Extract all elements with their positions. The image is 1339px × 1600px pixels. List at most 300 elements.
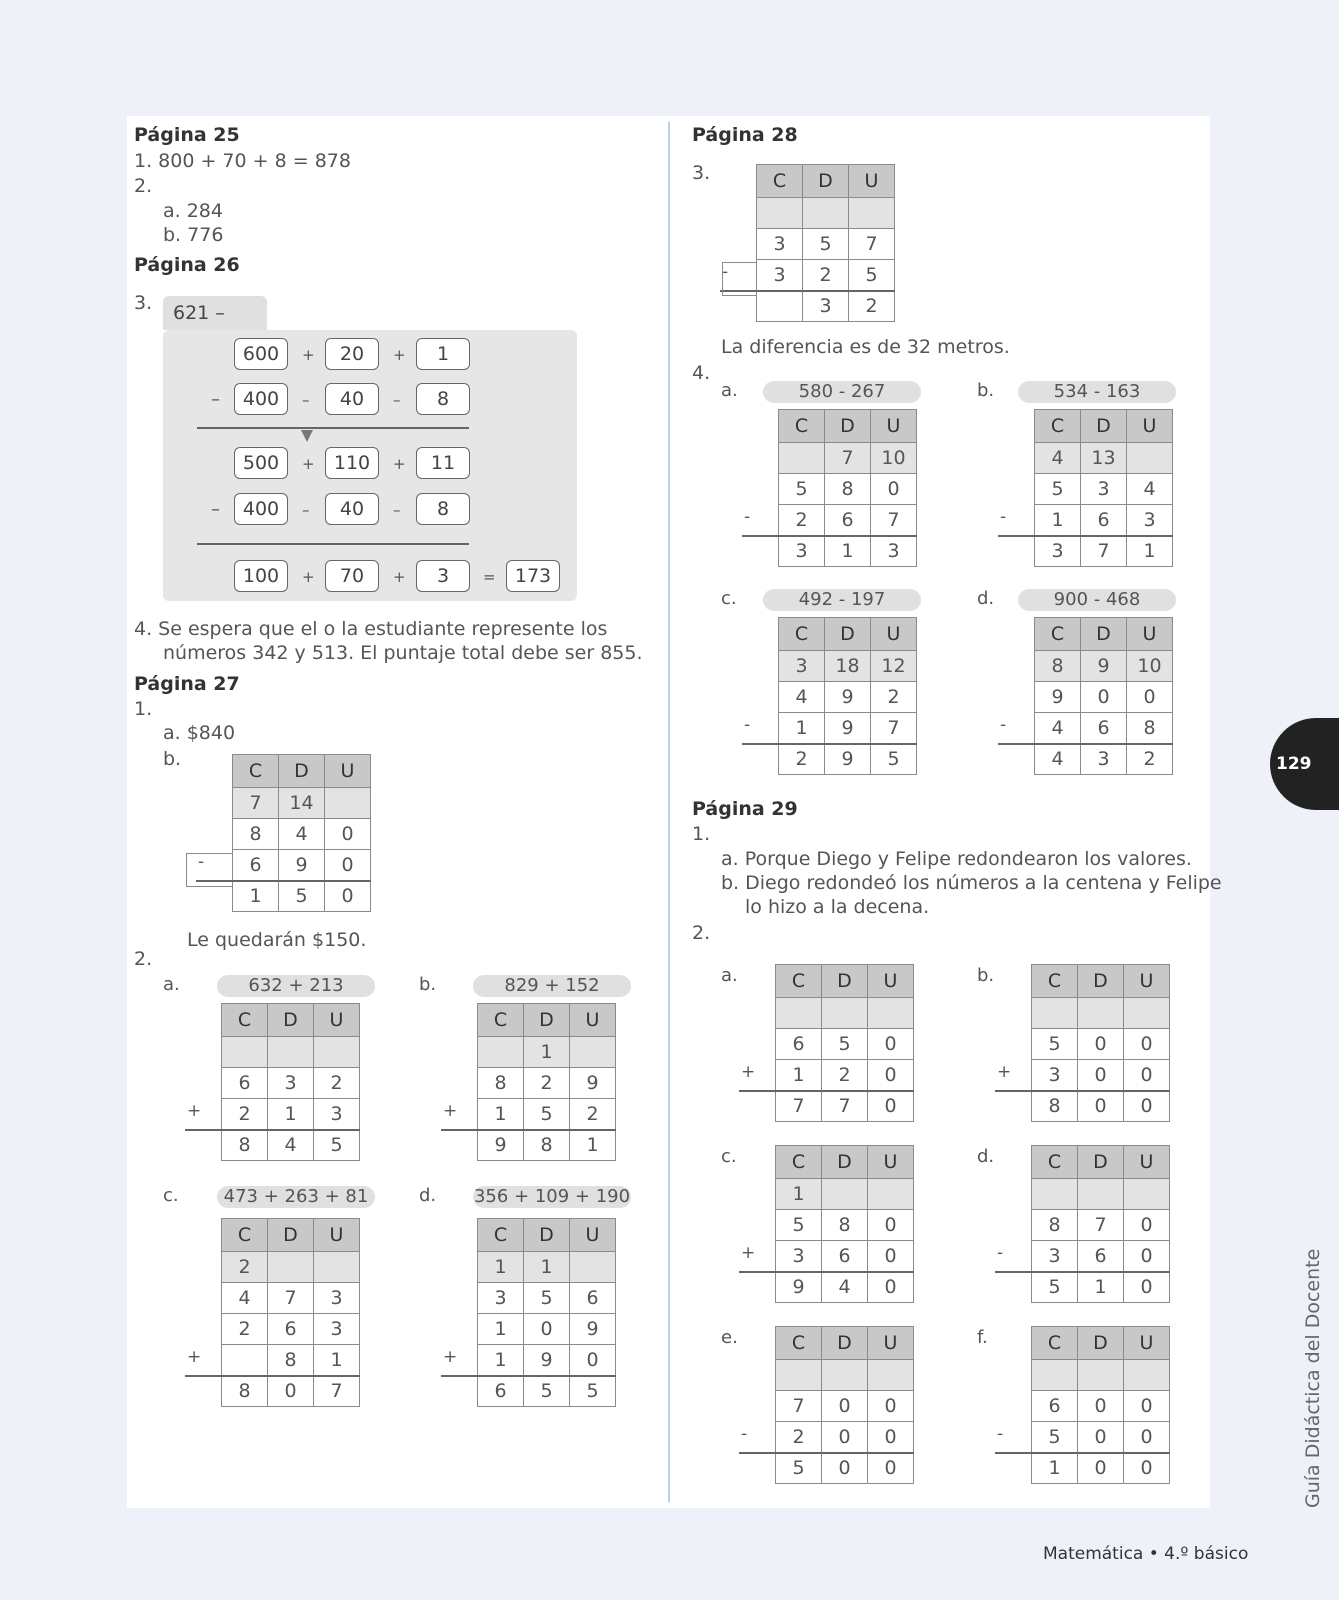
cdu-table [477, 1218, 616, 1407]
cdu-cell: 7 [871, 505, 917, 536]
cdu-cell: 7 [871, 713, 917, 744]
operation-label: 829 + 152 [473, 975, 631, 997]
subtraction-line [197, 427, 469, 429]
cdu-cell: 9 [825, 744, 871, 775]
cdu-cell: 5 [779, 474, 825, 505]
cdu-cell: 3 [314, 1314, 360, 1345]
item-label: c. [721, 588, 737, 609]
p29-answer-1b-line1: b. Diego redondeó los números a la centena y Felipe [721, 872, 1222, 894]
cdu-cell: 0 [868, 1391, 914, 1422]
minus-sign: – [211, 499, 220, 520]
cdu-cell [268, 1252, 314, 1283]
cdu-header-row [1032, 965, 1170, 998]
cdu-digit-row [1035, 713, 1173, 744]
cdu-digit-row [478, 1130, 616, 1161]
cdu-cell: 2 [779, 505, 825, 536]
minus-sign: - [722, 262, 729, 282]
cdu-digit-row [222, 1345, 360, 1376]
cdu-digit-row [478, 1068, 616, 1099]
cdu-header-row [233, 755, 371, 788]
cdu-cell: 6 [776, 1029, 822, 1060]
number-box: 100 [234, 560, 288, 592]
cdu-cell: 14 [279, 788, 325, 819]
cdu-cell: 18 [825, 651, 871, 682]
operation-label: 900 - 468 [1018, 589, 1176, 611]
minus-sign: - [997, 1424, 1004, 1444]
cdu-cell: 13 [1081, 443, 1127, 474]
cdu-cell: D [1081, 410, 1127, 443]
cdu-header-row [478, 1219, 616, 1252]
cdu-cell: U [868, 965, 914, 998]
cdu-header-row [1032, 1146, 1170, 1179]
cdu-carry-row [478, 1037, 616, 1068]
cdu-cell [757, 198, 803, 229]
heading-pagina-26: Página 26 [134, 254, 240, 276]
cdu-cell: D [822, 1327, 868, 1360]
cdu-cell: 0 [1124, 1241, 1170, 1272]
cdu-cell: 4 [268, 1130, 314, 1161]
cdu-cell: D [1078, 1327, 1124, 1360]
sum-line [739, 1452, 914, 1454]
operator-sign: – [302, 501, 310, 519]
plus-sign: + [741, 1243, 756, 1263]
cdu-cell [478, 1037, 524, 1068]
cdu-table [221, 1218, 360, 1407]
minus-sign: - [744, 507, 751, 527]
operator-sign: – [393, 391, 401, 409]
item-label: b. [977, 965, 995, 986]
cdu-cell: 9 [776, 1272, 822, 1303]
cdu-cell: 5 [1032, 1272, 1078, 1303]
cdu-digit-row [776, 1272, 914, 1303]
cdu-cell: 1 [776, 1179, 822, 1210]
cdu-cell: 2 [803, 260, 849, 291]
item-label: f. [977, 1327, 988, 1348]
p27-answer-1b-note: Le quedarán $150. [187, 929, 367, 951]
cdu-cell: 1 [524, 1037, 570, 1068]
cdu-cell [868, 998, 914, 1029]
cdu-header-row [478, 1004, 616, 1037]
cdu-cell: 0 [822, 1422, 868, 1453]
cdu-cell: 9 [279, 850, 325, 881]
cdu-cell: 6 [825, 505, 871, 536]
cdu-digit-row [233, 819, 371, 850]
cdu-digit-row [1032, 1391, 1170, 1422]
operator-sign: + [393, 568, 406, 586]
cdu-cell: 3 [871, 536, 917, 567]
operator-sign: + [393, 346, 406, 364]
cdu-cell: U [1127, 410, 1173, 443]
cdu-digit-row [779, 744, 917, 775]
cdu-cell: D [1081, 618, 1127, 651]
heading-pagina-25: Página 25 [134, 124, 240, 146]
cdu-table [778, 409, 917, 567]
cdu-header-row [776, 1146, 914, 1179]
cdu-cell: U [849, 165, 895, 198]
cdu-cell: U [1127, 618, 1173, 651]
cdu-cell: 4 [1035, 713, 1081, 744]
cdu-cell: U [325, 755, 371, 788]
cdu-cell: U [314, 1219, 360, 1252]
number-box: 400 [234, 493, 288, 525]
cdu-cell [314, 1252, 360, 1283]
cdu-cell: 4 [279, 819, 325, 850]
cdu-cell: 8 [1035, 651, 1081, 682]
number-box: 8 [416, 493, 470, 525]
cdu-cell: 5 [776, 1210, 822, 1241]
cdu-cell: 2 [849, 291, 895, 322]
cdu-cell: 0 [868, 1029, 914, 1060]
cdu-table [1034, 617, 1173, 775]
cdu-digit-row [776, 1210, 914, 1241]
cdu-cell [314, 1037, 360, 1068]
cdu-digit-row [1032, 1453, 1170, 1484]
cdu-cell: 0 [1078, 1029, 1124, 1060]
p25-answer-2: 2. [134, 175, 153, 197]
cdu-cell: D [268, 1004, 314, 1037]
cdu-cell: C [776, 1146, 822, 1179]
cdu-cell: 8 [478, 1068, 524, 1099]
p26-expression-tab: 621 – [163, 296, 267, 330]
cdu-cell: 7 [825, 443, 871, 474]
sum-line [995, 1452, 1170, 1454]
cdu-cell: 9 [524, 1345, 570, 1376]
cdu-table [775, 1326, 914, 1484]
cdu-cell: 7 [233, 788, 279, 819]
cdu-cell: 1 [779, 713, 825, 744]
sum-line [739, 1090, 914, 1092]
cdu-cell [570, 1037, 616, 1068]
sum-line [742, 535, 917, 537]
cdu-cell: 5 [849, 260, 895, 291]
cdu-cell: 0 [1124, 1210, 1170, 1241]
cdu-cell [776, 1360, 822, 1391]
cdu-cell: C [222, 1219, 268, 1252]
cdu-digit-row [478, 1099, 616, 1130]
sum-line [998, 743, 1173, 745]
cdu-cell: 8 [233, 819, 279, 850]
cdu-cell: 3 [779, 536, 825, 567]
cdu-digit-row [1032, 1422, 1170, 1453]
cdu-header-row [776, 1327, 914, 1360]
cdu-cell: D [1078, 965, 1124, 998]
p25-answer-1: 1. 800 + 70 + 8 = 878 [134, 150, 351, 172]
cdu-cell: 6 [570, 1283, 616, 1314]
operation-label: 534 - 163 [1018, 381, 1176, 403]
cdu-cell: 0 [325, 819, 371, 850]
cdu-cell: 5 [314, 1130, 360, 1161]
minus-sign: - [1000, 715, 1007, 735]
cdu-cell: 0 [868, 1422, 914, 1453]
cdu-cell: D [803, 165, 849, 198]
cdu-carry-row [757, 198, 895, 229]
cdu-cell: 0 [1124, 1272, 1170, 1303]
cdu-cell: 7 [776, 1391, 822, 1422]
cdu-table [477, 1003, 616, 1161]
cdu-carry-row [1032, 1179, 1170, 1210]
cdu-cell: 0 [1078, 1060, 1124, 1091]
cdu-cell: 4 [779, 682, 825, 713]
cdu-digit-row [779, 713, 917, 744]
cdu-cell: 2 [776, 1422, 822, 1453]
cdu-header-row [222, 1219, 360, 1252]
cdu-cell: 9 [570, 1068, 616, 1099]
cdu-digit-row [776, 1060, 914, 1091]
number-box: 600 [234, 338, 288, 370]
item-label: b. [977, 380, 995, 401]
cdu-cell: 0 [1078, 1453, 1124, 1484]
plus-sign: + [443, 1347, 458, 1367]
cdu-cell: 0 [1124, 1091, 1170, 1122]
cdu-digit-row [1035, 474, 1173, 505]
operator-sign: + [393, 455, 406, 473]
cdu-cell: 0 [524, 1314, 570, 1345]
cdu-cell: C [478, 1004, 524, 1037]
cdu-cell: D [822, 965, 868, 998]
cdu-digit-row [478, 1345, 616, 1376]
cdu-cell: 9 [825, 713, 871, 744]
cdu-digit-row [779, 474, 917, 505]
cdu-digit-row [776, 1241, 914, 1272]
cdu-carry-row [1035, 651, 1173, 682]
cdu-carry-row [779, 443, 917, 474]
cdu-digit-row [1032, 1091, 1170, 1122]
cdu-cell: 1 [570, 1130, 616, 1161]
cdu-digit-row [1032, 1029, 1170, 1060]
p29-answer-1b-line2: lo hizo a la decena. [745, 896, 930, 918]
cdu-cell [1124, 998, 1170, 1029]
cdu-cell: U [868, 1146, 914, 1179]
cdu-cell: 1 [1032, 1453, 1078, 1484]
sum-line [742, 743, 917, 745]
cdu-cell: C [1035, 618, 1081, 651]
cdu-cell: 4 [1035, 744, 1081, 775]
sum-line [441, 1129, 616, 1131]
minus-sign: - [741, 1424, 748, 1444]
cdu-cell: 0 [871, 474, 917, 505]
sum-line [185, 1129, 360, 1131]
cdu-cell: 1 [478, 1099, 524, 1130]
p28-q3-note: La diferencia es de 32 metros. [721, 336, 1010, 358]
cdu-digit-row [757, 260, 895, 291]
cdu-cell: 3 [268, 1068, 314, 1099]
cdu-cell: 8 [1032, 1091, 1078, 1122]
cdu-cell: D [1078, 1146, 1124, 1179]
cdu-cell: 5 [570, 1376, 616, 1407]
cdu-cell: 0 [822, 1391, 868, 1422]
cdu-cell: 1 [268, 1099, 314, 1130]
plus-sign: + [187, 1347, 202, 1367]
heading-pagina-27: Página 27 [134, 673, 240, 695]
sum-line [185, 1375, 360, 1377]
sum-line [441, 1375, 616, 1377]
cdu-digit-row [776, 1029, 914, 1060]
cdu-cell [822, 1360, 868, 1391]
cdu-cell: 5 [279, 881, 325, 912]
cdu-cell: 0 [570, 1345, 616, 1376]
minus-cell-border [722, 262, 757, 296]
cdu-digit-row [222, 1130, 360, 1161]
item-label: d. [419, 1185, 437, 1206]
sum-line [995, 1090, 1170, 1092]
cdu-cell: 1 [1127, 536, 1173, 567]
cdu-cell [1124, 1360, 1170, 1391]
cdu-cell: 3 [478, 1283, 524, 1314]
cdu-cell: 1 [478, 1345, 524, 1376]
cdu-cell: 6 [478, 1376, 524, 1407]
cdu-digit-row [222, 1068, 360, 1099]
item-label: c. [163, 1185, 179, 1206]
cdu-digit-row [1035, 505, 1173, 536]
cdu-digit-row [776, 1091, 914, 1122]
cdu-cell: 8 [524, 1130, 570, 1161]
cdu-header-row [779, 410, 917, 443]
cdu-cell [1032, 1360, 1078, 1391]
column-divider [668, 122, 670, 1502]
cdu-cell: D [822, 1146, 868, 1179]
cdu-carry-row [1035, 443, 1173, 474]
cdu-carry-row [776, 998, 914, 1029]
p27-q1-number: 1. [134, 698, 153, 720]
cdu-cell: 4 [1035, 443, 1081, 474]
cdu-digit-row [1035, 744, 1173, 775]
cdu-cell: 1 [1035, 505, 1081, 536]
cdu-cell: 1 [1078, 1272, 1124, 1303]
minus-cell-border [186, 853, 233, 887]
cdu-cell: 8 [1032, 1210, 1078, 1241]
cdu-cell: 3 [757, 229, 803, 260]
p26-q3-number: 3. [134, 292, 153, 314]
cdu-cell: D [825, 410, 871, 443]
cdu-cell: U [570, 1219, 616, 1252]
number-box: 110 [325, 447, 379, 479]
minus-sign: – [211, 389, 220, 410]
cdu-digit-row [776, 1453, 914, 1484]
cdu-cell [822, 1179, 868, 1210]
cdu-cell: 1 [233, 881, 279, 912]
operator-sign: – [302, 391, 310, 409]
cdu-cell [822, 998, 868, 1029]
cdu-cell [222, 1345, 268, 1376]
operator-sign: + [302, 568, 315, 586]
cdu-cell: 0 [868, 1091, 914, 1122]
heading-pagina-28: Página 28 [692, 124, 798, 146]
page-number-tab: 129 [1270, 718, 1339, 810]
cdu-cell: 5 [524, 1376, 570, 1407]
cdu-cell: 2 [524, 1068, 570, 1099]
cdu-cell: 6 [822, 1241, 868, 1272]
cdu-cell: 2 [314, 1068, 360, 1099]
cdu-digit-row [233, 881, 371, 912]
cdu-header-row [776, 965, 914, 998]
cdu-cell: 0 [1078, 1422, 1124, 1453]
cdu-carry-row [1032, 998, 1170, 1029]
operation-label: 356 + 109 + 190 [473, 1186, 631, 1207]
p25-answer-2a: a. 284 [163, 200, 223, 222]
subtraction-line [197, 543, 469, 545]
cdu-table [232, 754, 371, 912]
cdu-digit-row [1035, 536, 1173, 567]
item-label: d. [977, 588, 995, 609]
cdu-cell: 6 [1081, 505, 1127, 536]
cdu-cell: C [779, 410, 825, 443]
cdu-cell: 2 [871, 682, 917, 713]
cdu-digit-row [478, 1376, 616, 1407]
cdu-cell: C [779, 618, 825, 651]
item-label: b. [419, 974, 437, 995]
cdu-carry-row [478, 1252, 616, 1283]
cdu-cell: C [776, 965, 822, 998]
cdu-digit-row [757, 291, 895, 322]
cdu-cell: 7 [314, 1376, 360, 1407]
cdu-digit-row [233, 850, 371, 881]
sum-line [998, 535, 1173, 537]
cdu-cell: D [268, 1219, 314, 1252]
cdu-table [1034, 409, 1173, 567]
cdu-cell: 8 [222, 1130, 268, 1161]
cdu-header-row [1035, 618, 1173, 651]
arrow-down-icon [301, 430, 313, 442]
cdu-cell: 3 [776, 1241, 822, 1272]
cdu-cell: 6 [233, 850, 279, 881]
cdu-cell: 9 [1081, 651, 1127, 682]
cdu-cell [868, 1179, 914, 1210]
cdu-cell: 4 [822, 1272, 868, 1303]
cdu-cell: 8 [268, 1345, 314, 1376]
cdu-cell: 0 [868, 1060, 914, 1091]
cdu-cell: 5 [1035, 474, 1081, 505]
cdu-digit-row [779, 536, 917, 567]
cdu-table [775, 1145, 914, 1303]
cdu-cell: 5 [524, 1099, 570, 1130]
cdu-table [1031, 1326, 1170, 1484]
minus-sign: - [997, 1243, 1004, 1263]
cdu-cell: 4 [222, 1283, 268, 1314]
cdu-cell: 0 [1124, 1453, 1170, 1484]
cdu-cell: 5 [803, 229, 849, 260]
cdu-cell: 3 [314, 1283, 360, 1314]
p29-q1-number: 1. [692, 823, 711, 845]
cdu-cell: 2 [222, 1099, 268, 1130]
cdu-cell: 0 [822, 1453, 868, 1484]
cdu-cell: C [776, 1327, 822, 1360]
cdu-cell: D [825, 618, 871, 651]
cdu-cell: 12 [871, 651, 917, 682]
number-box: 20 [325, 338, 379, 370]
cdu-cell: D [524, 1004, 570, 1037]
p26-answer-4-line1: 4. Se espera que el o la estudiante represente los [134, 618, 608, 640]
footer-subject: Matemática • 4.º básico [1043, 1544, 1249, 1564]
cdu-cell: 7 [268, 1283, 314, 1314]
number-box: 40 [325, 383, 379, 415]
heading-pagina-29: Página 29 [692, 798, 798, 820]
cdu-cell: 1 [776, 1060, 822, 1091]
cdu-cell: U [1124, 1146, 1170, 1179]
cdu-header-row [779, 618, 917, 651]
cdu-cell [1078, 1360, 1124, 1391]
cdu-table [756, 164, 895, 322]
cdu-digit-row [1032, 1060, 1170, 1091]
p28-q4-number: 4. [692, 362, 711, 384]
cdu-cell: 0 [325, 850, 371, 881]
cdu-cell: 8 [822, 1210, 868, 1241]
cdu-cell [803, 198, 849, 229]
cdu-cell: 7 [822, 1091, 868, 1122]
item-label: c. [721, 1146, 737, 1167]
cdu-cell: 3 [1081, 744, 1127, 775]
cdu-cell: 2 [570, 1099, 616, 1130]
cdu-cell: 0 [1124, 1422, 1170, 1453]
